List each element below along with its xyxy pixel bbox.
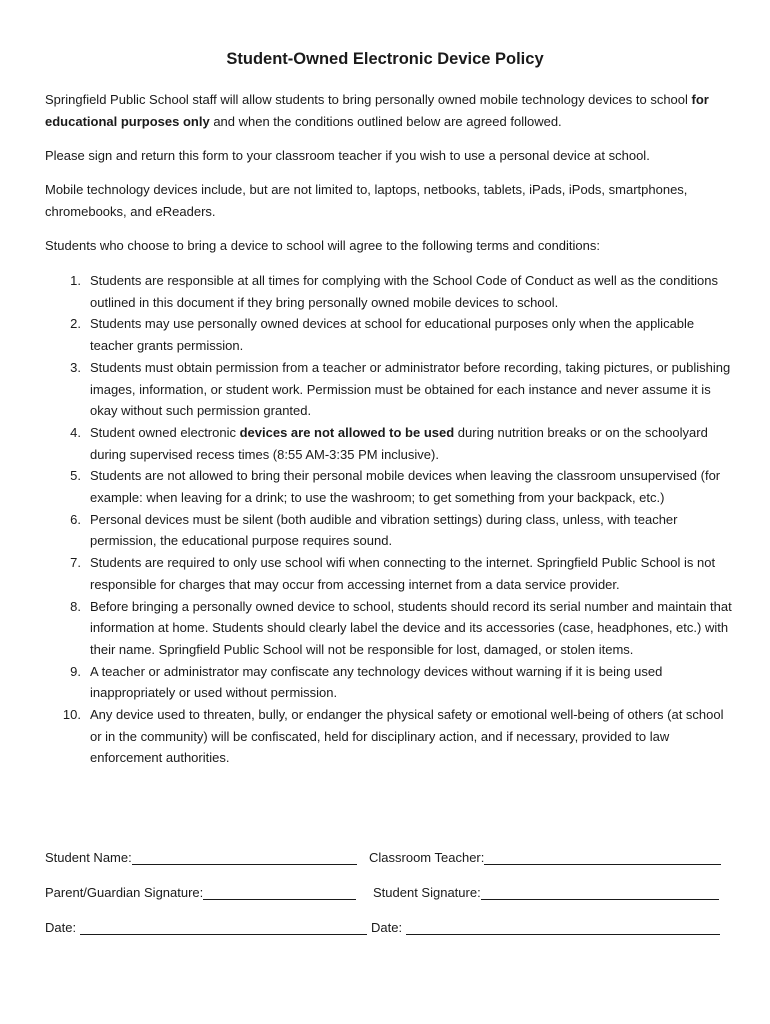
term-text: Students must obtain permission from a teacher or administrator before recording, taking pictures, or publishing images, information, or student work. Permission must be obtained for each instance and never assume it is okay without such permission granted. bbox=[90, 359, 731, 419]
student-name-field[interactable] bbox=[45, 850, 357, 865]
term-number: 6. bbox=[70, 511, 81, 527]
form-row-dates bbox=[45, 920, 735, 940]
term-number: 5. bbox=[70, 468, 81, 484]
parent-signature-label: Parent/Guardian Signature: bbox=[45, 885, 204, 900]
student-name-label: Student Name: bbox=[45, 850, 132, 865]
terms-intro: Students who choose to bring a device to school will agree to the following terms and conditions: bbox=[45, 238, 600, 253]
form-row-signatures bbox=[45, 885, 735, 905]
term-item-7 bbox=[45, 552, 735, 595]
date-field-right[interactable] bbox=[371, 920, 720, 935]
page-title: Student-Owned Electronic Device Policy bbox=[226, 50, 544, 68]
term-text: Students may use personally owned devices at school for educational purposes only when the applicable teacher grants permission. bbox=[90, 316, 695, 354]
devices-paragraph: Mobile technology devices include, but are not limited to, laptops, netbooks, tablets, iPads, iPods, smartphones, chromebooks, and eReaders. bbox=[45, 182, 688, 219]
term-text: Personal devices must be silent (both audible and vibration settings) during class, unless, with teacher permission, the educational purpose requires sound. bbox=[90, 511, 678, 549]
term-number: 4. bbox=[70, 424, 81, 440]
term-item-6 bbox=[45, 509, 735, 552]
term-item-2 bbox=[45, 313, 735, 356]
term-number: 2. bbox=[70, 316, 81, 332]
intro-text-end: and when the conditions outlined below are agreed followed. bbox=[209, 114, 562, 129]
term-text: Students are not allowed to bring their personal mobile devices when leaving the classroom unsupervised (for example: when leaving for a drink; to use the washroom; to get something from your backpack, etc.) bbox=[90, 468, 721, 506]
term-number: 3. bbox=[70, 359, 81, 375]
date-field-left[interactable] bbox=[45, 920, 367, 935]
student-signature-field[interactable] bbox=[373, 885, 719, 900]
intro-emphasis: for educational purposes only bbox=[45, 92, 709, 129]
term-item-5 bbox=[45, 465, 735, 508]
term-text: Any device used to threaten, bully, or endanger the physical safety or emotional well-being of others (at school or in the community) will be confiscated, held for disciplinary action, and if necessary, provided to law enforcement authorities. bbox=[90, 707, 724, 766]
term-number: 8. bbox=[70, 598, 81, 614]
term-emphasis: devices are not allowed to be used bbox=[239, 424, 455, 440]
classroom-teacher-line[interactable] bbox=[484, 850, 721, 865]
term-text: A teacher or administrator may confiscate any technology devices without warning if it is being used inappropriately or used without permission. bbox=[90, 663, 663, 701]
term-text-start: Student owned electronic bbox=[90, 424, 240, 440]
term-text: Before bringing a personally owned device to school, students should record its serial number and maintain that information at home. Students should clearly label the device and its accessories (case, headphones, etc.) with their name. Springfield Public School will not be responsible for lost, damaged, or stolen items. bbox=[90, 598, 732, 657]
term-text: Students are responsible at all times for complying with the School Code of Conduct as well as the conditions outlined in this document if they bring personally owned mobile devices to school. bbox=[90, 273, 718, 310]
form-row-names bbox=[45, 850, 735, 870]
student-name-line[interactable] bbox=[132, 850, 357, 865]
term-item-9 bbox=[45, 661, 735, 704]
term-number: 10. bbox=[62, 707, 81, 723]
classroom-teacher-field[interactable] bbox=[369, 850, 721, 865]
term-item-10 bbox=[45, 704, 735, 769]
parent-signature-line[interactable] bbox=[203, 885, 356, 900]
term-text-end: during nutrition breaks or on the schoolyard during supervised recess times (8:55 AM-3:35 PM inclusive). bbox=[90, 424, 708, 462]
term-number: 9. bbox=[70, 663, 81, 679]
student-signature-label: Student Signature: bbox=[373, 885, 481, 900]
date-line-left[interactable] bbox=[80, 920, 367, 935]
term-item-3 bbox=[45, 357, 735, 422]
terms-list bbox=[45, 270, 735, 769]
date-label-right: Date: bbox=[371, 920, 406, 935]
intro-paragraph bbox=[45, 89, 735, 133]
term-item-8 bbox=[45, 596, 735, 661]
term-number: 1. bbox=[70, 273, 81, 288]
intro-text-start: Springfield Public School staff will allow students to bring personally owned mobile technology devices to school bbox=[45, 92, 692, 107]
date-line-right[interactable] bbox=[406, 920, 720, 935]
date-label-left: Date: bbox=[45, 920, 80, 935]
term-number: 7. bbox=[70, 555, 81, 571]
classroom-teacher-label: Classroom Teacher: bbox=[369, 850, 485, 865]
term-text: Students are required to only use school wifi when connecting to the internet. Springfield Public School is not responsible for charges that may occur from accessing internet from a data service provider. bbox=[90, 555, 716, 592]
term-item-4 bbox=[45, 422, 735, 465]
parent-signature-field[interactable] bbox=[45, 885, 356, 900]
instruction-paragraph: Please sign and return this form to your classroom teacher if you wish to use a personal device at school. bbox=[45, 148, 650, 163]
student-signature-line[interactable] bbox=[481, 885, 719, 900]
term-item-1 bbox=[45, 270, 735, 313]
